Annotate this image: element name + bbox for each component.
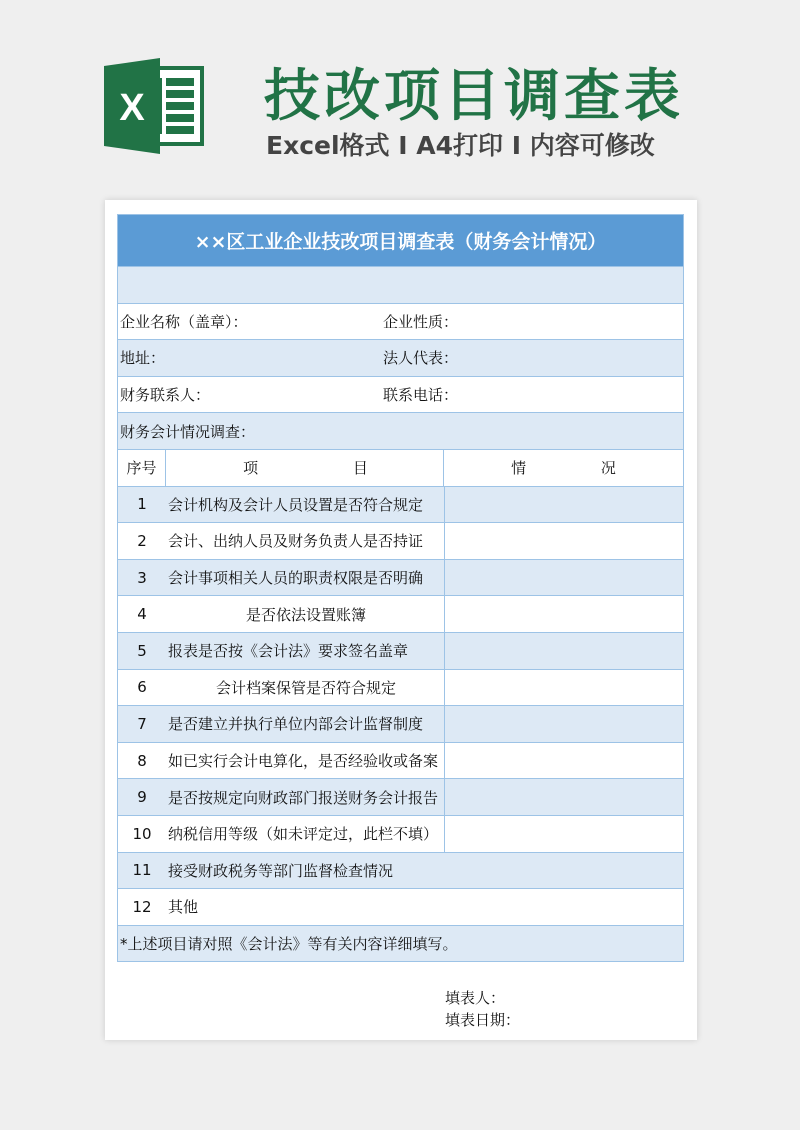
page-subtitle: Excel格式 Ⅰ A4打印 Ⅰ 内容可修改: [266, 131, 655, 160]
row-status-cell[interactable]: [444, 743, 683, 779]
row-item: 是否建立并执行单位内部会计监督制度: [168, 715, 424, 734]
row-item: 会计档案保管是否符合规定: [215, 678, 396, 697]
table-row: [118, 815, 683, 852]
row-no: 3: [137, 568, 147, 587]
note: *上述项目请对照《会计法》等有关内容详细填写。: [120, 934, 458, 953]
page-title: 技改项目调查表: [264, 64, 684, 129]
row-no: 9: [137, 788, 147, 807]
table-row: [118, 669, 683, 706]
row-item: 会计机构及会计人员设置是否符合规定: [168, 495, 424, 514]
row-item: 会计、出纳人员及财务负责人是否持证: [168, 532, 424, 551]
row-status-cell[interactable]: [444, 596, 683, 632]
survey-label: 财务会计情况调查：: [120, 422, 256, 441]
company-type-label: 企业性质：: [383, 312, 459, 331]
table-row: [118, 705, 683, 742]
row-item: 如已实行会计电算化，是否经验收或备案: [168, 752, 439, 771]
row-no: 10: [132, 824, 152, 843]
blank-row: [118, 266, 683, 303]
row-no: 11: [132, 861, 152, 880]
svg-text:X: X: [119, 87, 145, 129]
survey-table: [117, 214, 684, 962]
row-item: 会计事项相关人员的职责权限是否明确: [168, 569, 424, 588]
phone-label: 联系电话：: [383, 386, 459, 405]
row-no: 7: [137, 714, 147, 733]
table-row: [118, 559, 683, 596]
company-name-label: 企业名称（盖章）：: [120, 312, 248, 331]
date-label: 填表日期：: [445, 1011, 521, 1029]
row-status-cell[interactable]: [444, 779, 683, 815]
table-row: [118, 595, 683, 632]
table-row: [118, 522, 683, 559]
row-no: 2: [137, 531, 147, 550]
col-status: 情 况: [443, 450, 683, 486]
row-status-cell[interactable]: [444, 523, 683, 559]
legal-rep-label: 法人代表：: [383, 349, 459, 368]
row-status-cell[interactable]: [444, 670, 683, 706]
row-no: 6: [137, 678, 147, 697]
address-label: 地址：: [120, 349, 166, 368]
row-item: 接受财政税务等部门监督检查情况: [168, 861, 394, 880]
row-status-cell[interactable]: [444, 560, 683, 596]
table-row: [118, 486, 683, 523]
table-header: [118, 449, 683, 486]
contact-label: 财务联系人：: [120, 386, 211, 405]
row-no: 12: [132, 897, 152, 916]
row-item: 纳税信用等级（如未评定过，此栏不填）: [168, 825, 439, 844]
row-no: 4: [137, 605, 147, 624]
table-row: [118, 632, 683, 669]
row-status-cell[interactable]: [444, 487, 683, 523]
row-status-cell[interactable]: [444, 706, 683, 742]
row-item: 是否按规定向财政部门报送财务会计报告: [168, 788, 439, 807]
filler-label: 填表人：: [445, 989, 506, 1007]
row-no: 1: [137, 495, 147, 514]
row-item: 是否依法设置账簿: [245, 605, 366, 624]
table-row: [118, 888, 683, 925]
table-row: [118, 742, 683, 779]
table-row: [118, 778, 683, 815]
row-no: 8: [137, 751, 147, 770]
row-item: 报表是否按《会计法》要求签名盖章: [168, 642, 409, 661]
col-item: 项 目: [243, 459, 368, 478]
table-title: ××区工业企业技改项目调查表（财务会计情况）: [118, 215, 683, 266]
row-status-cell[interactable]: [444, 816, 683, 852]
excel-logo-icon: [104, 58, 204, 154]
row-no: 5: [137, 641, 147, 660]
col-no: 序号: [118, 450, 166, 486]
table-row: [118, 852, 683, 889]
row-item: 其他: [168, 898, 199, 917]
row-status-cell[interactable]: [444, 633, 683, 669]
